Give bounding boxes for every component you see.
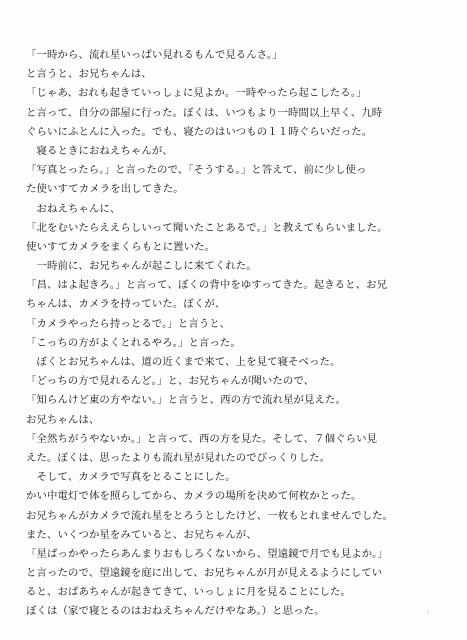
- text-line: ると、おばあちゃんが起きてきて、いっしょに月を見ることにした。: [26, 586, 351, 599]
- text-line: た使いすてカメラを出してきた。: [26, 183, 184, 196]
- text-line: おねえちゃんに、: [26, 202, 121, 215]
- text-line: 「写真とったら。」と言ったので、「そうする。」と答えて、前に少し使っ: [26, 164, 367, 177]
- text-line: えた。ぼくは、思ったよりも流れ星が見れたのでびっくりした。: [26, 451, 331, 464]
- text-line: そして、カメラで写真をとることにした。: [26, 471, 236, 484]
- text-line: 寝るときにおねえちゃんが、: [26, 144, 173, 157]
- text-line: 「星ばっかやったらあんまりおもしろくないから、望遠鏡で月でも見よか。」: [26, 547, 388, 560]
- text-line: 「北をむいたらええらしいって聞いたことあるで。」と教えてもらいました。: [26, 221, 388, 234]
- text-line: 「こっちの方がよくとれるやろ。」と言った。: [26, 336, 241, 349]
- text-line: 「じゃあ、おれも起きていっしょに見よか。一時やったら起こしたる。」: [26, 87, 367, 100]
- text-line: ぐらいにふとんに入った。でも、寝たのはいつもの１１時ぐらいだった。: [26, 125, 373, 138]
- text-line: ぼくとお兄ちゃんは、道の近くまで来て、上を見て寝そべった。: [26, 356, 341, 368]
- text-line: また、いくつか星をみていると、お兄ちゃんが、: [26, 528, 257, 541]
- text-line: 「知らんけど東の方やない。」と言うと、西の方で流れ星が見えた。: [26, 394, 347, 407]
- text-line: お兄ちゃんは、: [26, 413, 100, 426]
- text-line: 一時前に、お兄ちゃんが起こしに来てくれた。: [26, 260, 257, 273]
- text-line: 使いすてカメラをまくらもとに置いた。: [26, 240, 216, 253]
- text-line: ぼくは（家で寝とるのはおねえちゃんだけやなあ。）と思った。: [26, 605, 325, 618]
- text-line: お兄ちゃんがカメラで流れ星をとろうとしたけど、一枚もとれませんでした。: [26, 509, 394, 522]
- text-line: 「どっちの方で見れるんど。」と、お兄ちゃんが聞いたので、: [26, 375, 315, 388]
- text-line: と言って、自分の部屋に行った。ぼくは、いつもより一時間以上早く、九時: [26, 106, 383, 119]
- text-line: と言ったので、望遠鏡を庭に出して、お兄ちゃんが月が見えるようにしてい: [26, 567, 383, 580]
- text-line: 「全然ちがうやないか。」と言って、西の方を見た。そして、７個ぐらい見: [26, 432, 378, 445]
- scan-speck: [428, 612, 429, 613]
- text-line: 「昌、はよ起きろ。」と言って、ぼくの背中をゆすってきた。起きると、お兄: [26, 279, 388, 292]
- text-line: と言うと、お兄ちゃんは、: [26, 68, 152, 81]
- text-line: かい中電灯で体を照らしてから、カメラの場所を決めて何枚かとった。: [26, 490, 362, 503]
- text-line: 「カメラやったら持っとるで。」と言うと、: [26, 317, 231, 330]
- document-body: [26, 46, 444, 622]
- text-line: ちゃんは、カメラを持っていた。ぼくが、: [26, 298, 226, 311]
- text-line: 「一時から、流れ星いっぱい見れるもんで見るんさ。」: [26, 49, 283, 61]
